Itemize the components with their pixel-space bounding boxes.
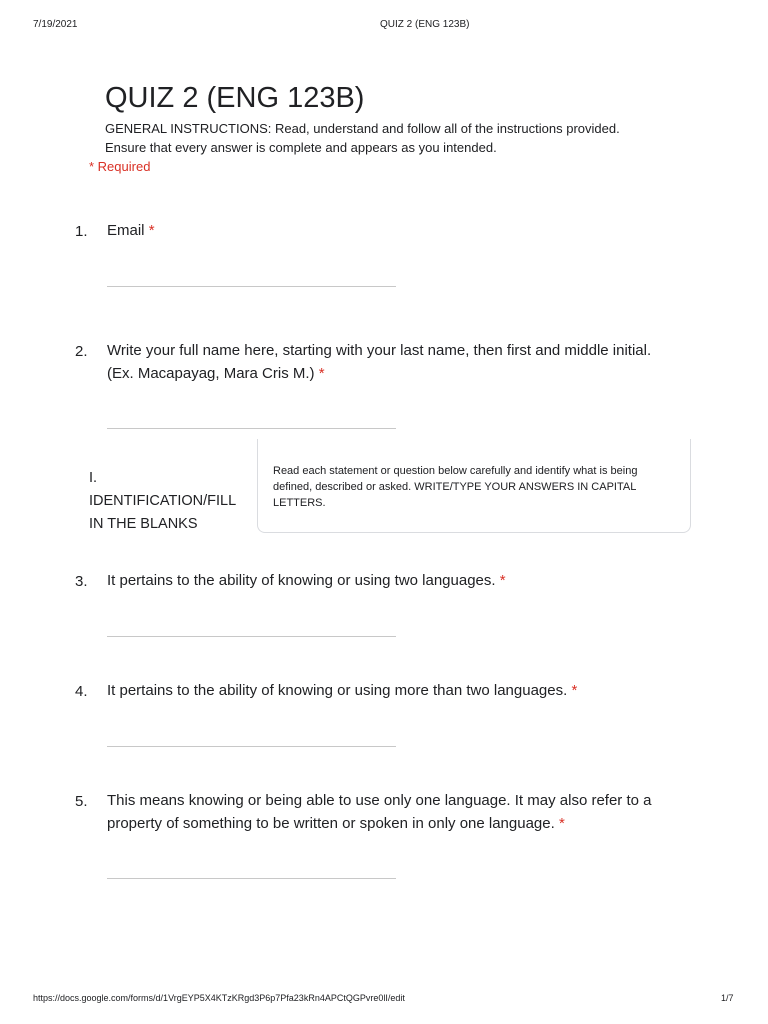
section-title-line: IDENTIFICATION/FILL [89,493,237,509]
full-name-answer-field[interactable] [107,428,396,429]
instructions-line-1: GENERAL INSTRUCTIONS: Read, understand and follow all of the instructions provided. [105,121,620,136]
question-line: This means knowing or being able to use only one language. It may also refer to a [107,792,652,809]
question-text [107,789,652,835]
question-text [107,569,506,592]
instructions-line-2: Ensure that every answer is complete and appears as you intended. [105,140,497,155]
required-star: * [571,682,578,699]
question-number: 3. [75,573,88,590]
section-title-line: I. [89,470,98,486]
question-line: It pertains to the ability of knowing or using more than two languages. [107,682,568,699]
question-text [107,219,155,242]
required-star: * [558,815,565,832]
print-url: https://docs.google.com/forms/d/1VrgEYP5X4KTzKRgd3P6p7Pfa23kRn4APCtQGPvre0lI/edit [33,993,405,1003]
print-header-title: QUIZ 2 (ENG 123B) [380,19,470,30]
answer-field-q3[interactable] [107,636,396,637]
email-answer-field[interactable] [107,286,396,287]
question-line: Write your full name here, starting with your last name, then first and middle initial. [107,342,652,359]
question-number: 2. [75,343,88,360]
section-description: Read each statement or question below carefully and identify what is being defined, described or asked. WRITE/TYPE YOUR ANSWERS IN CAPITAL LETTERS. [273,465,638,509]
required-note: * Required [89,159,151,174]
form-title: QUIZ 2 (ENG 123B) [105,82,365,114]
answer-field-q5[interactable] [107,878,396,879]
required-star: * [499,572,506,589]
question-number: 1. [75,223,88,240]
required-star: * [318,365,325,382]
question-line: (Ex. Macapayag, Mara Cris M.) [107,365,315,382]
page-number: 1/7 [721,993,734,1003]
question-text [107,339,651,385]
print-date: 7/19/2021 [33,19,78,30]
section-title [89,467,249,536]
question-line: property of something to be written or spoken in only one language. [107,815,555,832]
answer-field-q4[interactable] [107,746,396,747]
question-number: 5. [75,793,88,810]
section-title-line: IN THE BLANKS [89,516,198,532]
required-star: * [148,222,155,239]
question-line: It pertains to the ability of knowing or using two languages. [107,572,496,589]
question-number: 4. [75,683,88,700]
question-text [107,679,577,702]
question-line: Email [107,222,145,239]
